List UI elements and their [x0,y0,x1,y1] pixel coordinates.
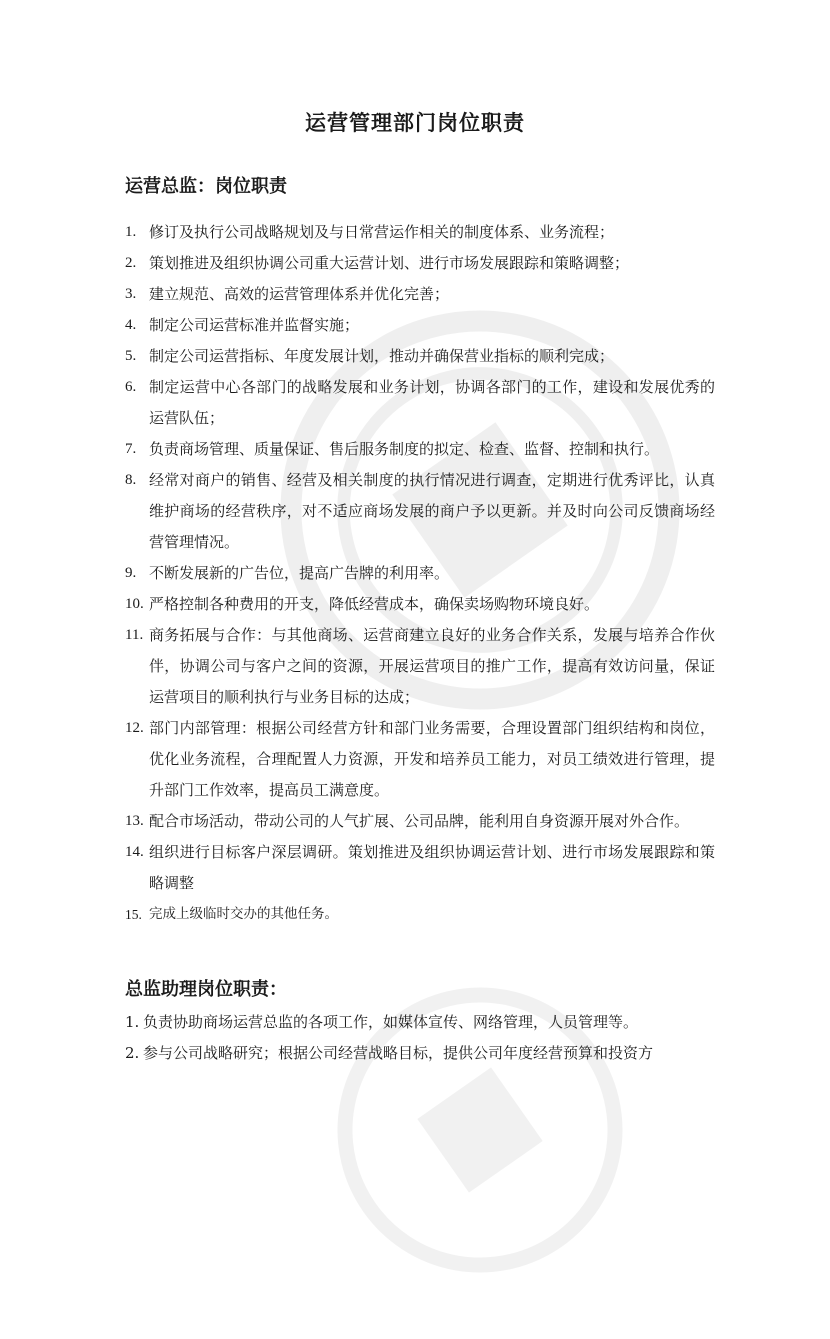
list-item [125,558,715,589]
list-item [125,217,715,248]
list-item [125,806,715,837]
item-text: 配合市场活动，带动公司的人气扩展、公司品牌，能利用自身资源开展对外合作。 [149,812,690,830]
item-number: 5. [125,348,137,364]
item-text: 制定公司运营指标、年度发展计划，推动并确保营业指标的顺利完成； [149,347,615,365]
item-text: 严格控制各种费用的开支，降低经营成本，确保卖场购物环境良好。 [149,595,600,613]
item-text: 完成上级临时交办的其他任务。 [149,906,338,922]
item-text: 部门内部管理：根据公司经营方针和部门业务需要，合理设置部门组织结构和岗位，优化业务流程，合理配置人力资源，开发和培养员工能力，对员工绩效进行管理，提升部门工作效率，提高员工满意度。 [149,719,715,799]
item-number: 4. [125,317,137,333]
list-item [125,620,715,713]
list-item [125,1038,715,1069]
item-text: 不断发展新的广告位，提高广告牌的利用率。 [149,564,450,582]
list-item [125,372,715,434]
item-number: 1. [125,1013,140,1031]
item-text: 参与公司战略研究；根据公司经营战略目标，提供公司年度经营预算和投资方 [143,1044,654,1062]
list-item [125,589,715,620]
item-number: 2. [125,1044,140,1062]
item-number: 8. [125,472,137,488]
list-item [125,341,715,372]
item-text: 负责协助商场运营总监的各项工作，如媒体宣传、网络管理，人员管理等。 [143,1013,639,1031]
item-text: 建立规范、高效的运营管理体系并优化完善； [149,285,450,303]
item-number: 9. [125,565,137,581]
list-item [125,1007,715,1038]
item-text: 修订及执行公司战略规划及与日常营运作相关的制度体系、业务流程； [149,223,615,241]
item-text: 制定运营中心各部门的战略发展和业务计划，协调各部门的工作，建设和发展优秀的运营队伍； [149,378,715,427]
item-number: 1. [125,224,137,240]
section-heading-assistant: 总监助理岗位职责： [125,979,287,1000]
list-item [125,279,715,310]
section-heading-director: 运营总监：岗位职责 [125,176,287,197]
item-number: 13. [125,813,144,829]
item-text: 经常对商户的销售、经营及相关制度的执行情况进行调查，定期进行优秀评比，认真维护商场的经营秩序，对不适应商场发展的商户予以更新。并及时向公司反馈商场经营管理情况。 [149,471,715,551]
list-item [125,310,715,341]
item-text: 策划推进及组织协调公司重大运营计划、进行市场发展跟踪和策略调整； [149,254,630,272]
item-number: 2. [125,255,137,271]
item-number: 3. [125,286,137,302]
list-item [125,899,715,930]
item-number: 10. [125,596,144,612]
list-item [125,465,715,558]
list-item [125,248,715,279]
item-number: 6. [125,379,137,395]
item-number: 14. [125,844,144,860]
item-text: 组织进行目标客户深层调研。策划推进及组织协调运营计划、进行市场发展跟踪和策略调整 [149,843,715,892]
item-number: 11. [125,627,144,643]
item-number: 7. [125,441,137,457]
list-item [125,434,715,465]
director-duties-list [125,217,715,930]
watermark-seal-bottom [271,921,689,1339]
list-item [125,713,715,806]
item-text: 制定公司运营标准并监督实施； [149,316,360,334]
page-title: 运营管理部门岗位职责 [305,111,525,135]
item-number: 12. [125,720,144,736]
assistant-duties-list [125,1007,715,1069]
item-text: 商务拓展与合作：与其他商场、运营商建立良好的业务合作关系，发展与培养合作伙伴，协调公司与客户之间的资源，开展运营项目的推广工作，提高有效访问量，保证运营项目的顺利执行与业务目标的达成； [149,626,715,706]
item-number: 15. [125,907,142,922]
list-item [125,837,715,899]
item-text: 负责商场管理、质量保证、售后服务制度的拟定、检查、监督、控制和执行。 [149,440,660,458]
